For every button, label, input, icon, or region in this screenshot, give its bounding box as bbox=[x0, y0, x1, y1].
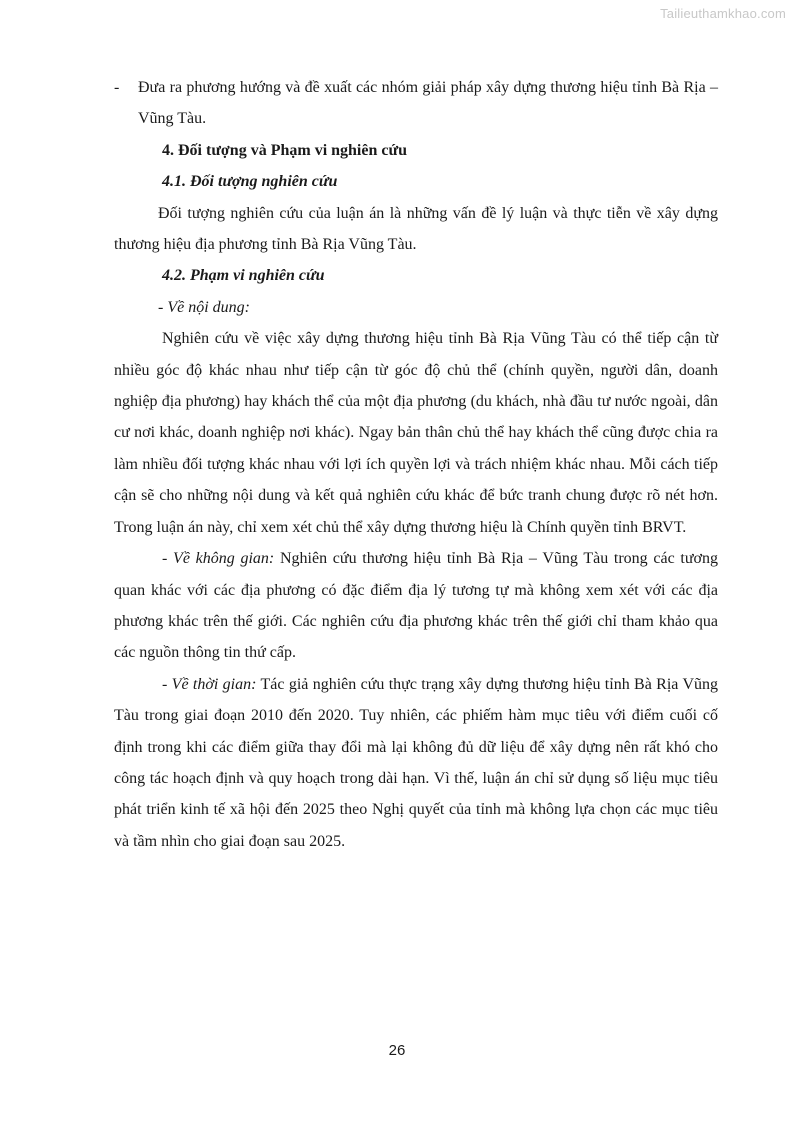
space-scope-label: - Về không gian: bbox=[162, 550, 275, 568]
paragraph-content-scope: Nghiên cứu về việc xây dựng thương hiệu tỉnh Bà Rịa Vũng Tàu có thể tiếp cận từ nhiều góc độ khác nhau như tiếp cận từ góc độ chủ thể (chính quyền, người dân, doanh nghiệp địa phương) hay khách thể của một địa phương (du khách, nhà đầu tư nước ngoài, dân cư nơi khác, doanh nghiệp nơi khác). Ngay bản thân chủ thể hay khách thể cũng được chia ra làm nhiều đối tượng khác nhau với lợi ích quyền lợi và trách nhiệm khác nhau. Mỗi cách tiếp cận sẽ cho những nội dung và kết quả nghiên cứu khác để bức tranh chung được rõ nét hơn. Trong luận án này, chỉ xem xét chủ thể xây dựng thương hiệu là Chính quyền tỉnh BRVT. bbox=[114, 330, 718, 536]
page-number: 26 bbox=[388, 1042, 406, 1059]
paragraph-time-scope bbox=[114, 669, 718, 857]
time-scope-text: Tác giả nghiên cứu thực trạng xây dựng thương hiệu tỉnh Bà Rịa Vũng Tàu trong giai đoạn 2010 đến 2020. Tuy nhiên, các phiếm hàm mục tiêu với điểm cuối cố định trong khi các điểm giữa thay đổi mà lại không đủ dữ liệu để xây dựng nên rất khó cho công tác hoạch định và quy hoạch trong dài hạn. Vì thế, luận án chỉ sử dụng số liệu mục tiêu phát triển kinh tế xã hội đến 2025 theo Nghị quyết của tỉnh mà không lựa chọn các mục tiêu và tầm nhìn cho giai đoạn sau 2025. bbox=[114, 675, 718, 850]
subsection-heading-4-1: 4.1. Đối tượng nghiên cứu bbox=[162, 173, 338, 191]
section-heading: 4. Đối tượng và Phạm vi nghiên cứu bbox=[162, 141, 407, 159]
subsection-heading-4-2: 4.2. Phạm vi nghiên cứu bbox=[162, 267, 325, 285]
paragraph-research-object: Đối tượng nghiên cứu của luận án là những vấn đề lý luận và thực tiễn về xây dựng thương hiệu địa phương tỉnh Bà Rịa Vũng Tàu. bbox=[114, 204, 718, 254]
bullet-text: Đưa ra phương hướng và đề xuất các nhóm giải pháp xây dựng thương hiệu tỉnh Bà Rịa – Vũng Tàu. bbox=[138, 79, 718, 128]
document-body bbox=[114, 72, 718, 857]
bullet-dash: - bbox=[114, 79, 120, 96]
content-scope-label: - Về nội dung: bbox=[158, 298, 250, 316]
time-scope-label: - Về thời gian: bbox=[162, 675, 257, 693]
watermark: Tailieuthamkhao.com bbox=[660, 6, 786, 21]
bullet-item bbox=[114, 72, 718, 135]
paragraph-space-scope bbox=[114, 543, 718, 669]
space-scope-text: Nghiên cứu thương hiệu tỉnh Bà Rịa – Vũng Tàu trong các tương quan khác với các địa phương có đặc điểm địa lý tương tự mà không xem xét với các địa phương khác trên thế giới. Các nghiên cứu địa phương khác trên thế giới chỉ tham khảo qua các nguồn thông tin thứ cấp. bbox=[114, 550, 719, 662]
